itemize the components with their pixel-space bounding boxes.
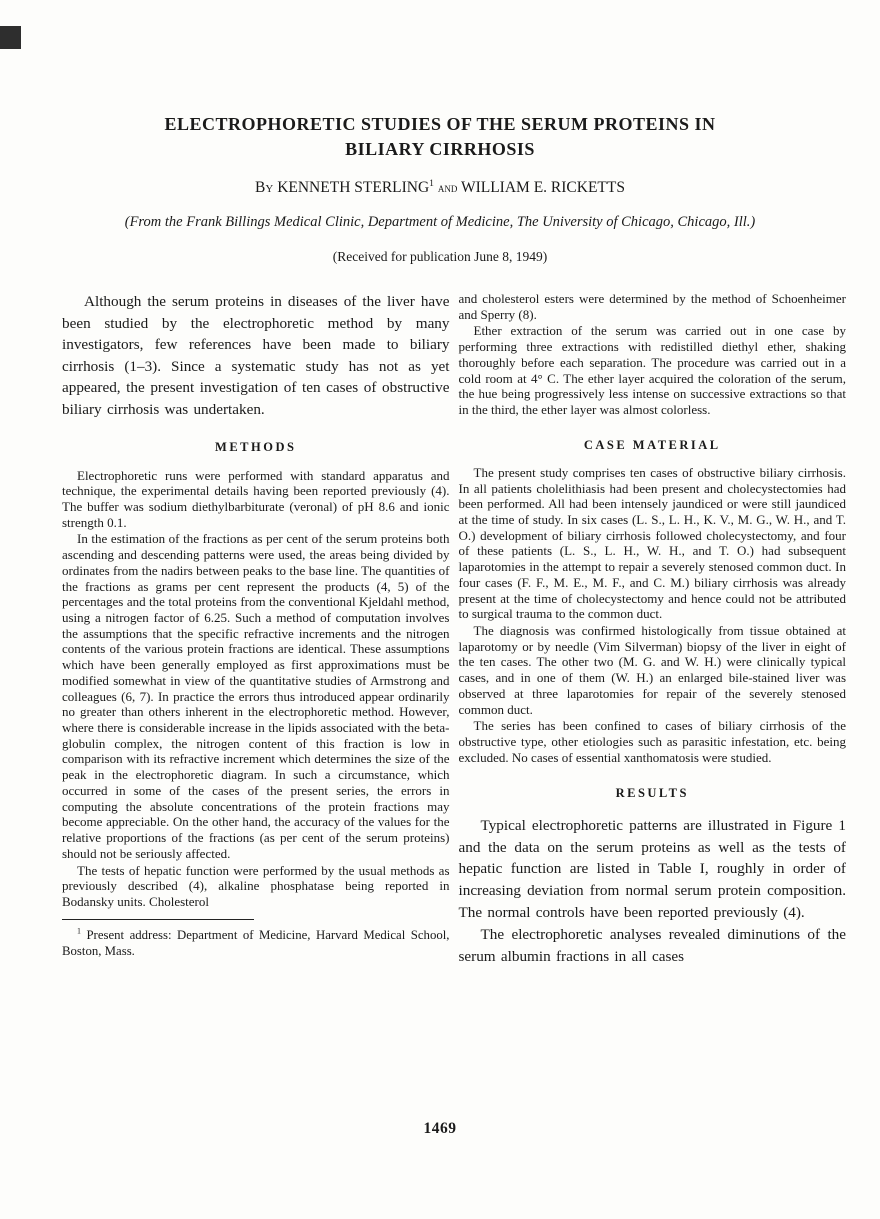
right-column — [459, 291, 847, 967]
methods-paragraph-1: Electrophoretic runs were performed with standard apparatus and technique, the experimental details having been reported previously (4). The buffer was sodium diethylbarbiturate (veronal) of pH 8.6 and ionic strength 0.1. — [62, 467, 450, 530]
results-paragraph-1: Typical electrophoretic patterns are illustrated in Figure 1 and the data on the serum proteins as well as the tests of hepatic function are listed in Table I, roughly in order of increasing deviation from normal serum protein composition. The normal controls have been reported previously (4). — [458, 817, 846, 921]
case-material-section — [459, 438, 847, 766]
scan-artifact-mark — [0, 26, 21, 49]
case-material-paragraph-3: The series has been confined to cases of biliary cirrhosis of the obstructive type, other etiologies such as parasitic infestation, etc. being excluded. No cases of essential xanthomatosis were studied. — [458, 718, 846, 765]
intro-paragraph: Although the serum proteins in diseases of the liver have been studied by the electrophoretic method by many investigators, few references have been made to biliary cirrhosis (1–3). Since a systematic study has not as yet appeared, the present investigation of ten cases of obstructive biliary cirrhosis was undertaken. — [62, 292, 450, 418]
author-1: KENNETH STERLING — [277, 178, 430, 196]
methods-section — [62, 440, 450, 909]
footnote-text — [62, 927, 450, 960]
footnote — [62, 927, 450, 960]
results-section — [459, 785, 847, 967]
methods-continuation — [459, 291, 847, 418]
left-column — [62, 291, 450, 967]
introduction-section — [62, 291, 450, 420]
continuation-paragraph-2: Ether extraction of the serum was carried out in one case by performing three extractions with redistilled diethyl ether, shaking thoroughly before each separation. The procedure was carried out in a cold room at 4° C. The ether layer acquired the coloration of the serum, the hue being progressively less intense on successive extractions so that in the third, the ether layer was almost colorless. — [458, 323, 846, 417]
two-column-body — [0, 265, 880, 967]
page-number: 1469 — [423, 1120, 457, 1137]
footnote-marker: 1 — [77, 926, 81, 936]
byline-and: and — [437, 179, 458, 195]
methods-paragraph-2: In the estimation of the fractions as per cent of the serum proteins both ascending and descending patterns were used, the areas being divided by ordinates from the nadirs between peaks to the base line. The quantities of the fractions as grams per cent represent the products (4, 5) of the percentages and the total proteins from the conventional Kjeldahl method, using a nitrogen factor of 6.25. Such a method of computation involves the assumptions that the specific refractive increments and the nitrogen contents of the various protein fractions are identical. These assumptions which have been generally employed as first approximations must be modified somewhat in view of the quantitative studies of Armstrong and colleagues (6, 7). In practice the errors thus introduced appear ordinarily no greater than others inherent in the electrophoretic method. However, where there is considerable increase in the lipids associated with the beta-globulin complex, the nitrogen content of this fraction is low in comparison with its refractive increment which determines the size of the peak in the electrophoretic diagram. In such a circumstance, which occurred in some of the cases of the present series, the errors in computing the absolute concentrations of the protein fractions may become appreciable. On the other hand, the accuracy of the values for the relative proportions of the fractions (as per cent of the serum proteins) should not be seriously affected. — [62, 531, 450, 861]
results-paragraph-2: The electrophoretic analyses revealed diminutions of the serum albumin fractions in all cases — [458, 926, 846, 965]
byline-by: By — [255, 178, 274, 196]
byline — [0, 179, 880, 197]
author-footnote-marker: 1 — [429, 177, 434, 189]
page-title: ELECTROPHORETIC STUDIES OF THE SERUM PROTEINS IN BILIARY CIRRHOSIS — [164, 114, 716, 159]
author-2: WILLIAM E. RICKETTS — [460, 178, 625, 196]
continuation-paragraph-1: and cholesterol esters were determined by the method of Schoenheimer and Sperry (8). — [458, 290, 846, 322]
methods-heading: METHODS — [215, 440, 297, 455]
case-material-paragraph-2: The diagnosis was confirmed histologically from tissue obtained at laparotomy or by needle (Vim Silverman) biopsy of the liver in eight of the ten cases. The other two (M. G. and W. H.) were clinically typical cases, and in one of them (W. H.) an enlarged bile-stained liver was observed at three laparotomies for repair of the severely stenosed common duct. — [458, 623, 846, 717]
affiliation: (From the Frank Billings Medical Clinic, Department of Medicine, The University of Chicago, Chicago, Ill.) — [124, 213, 756, 230]
methods-paragraph-3: The tests of hepatic function were performed by the usual methods as previously described (4), alkaline phosphatase being reported in Bodansky units. Cholesterol — [62, 862, 450, 909]
footnote-divider — [62, 919, 254, 920]
paper-header — [0, 0, 880, 265]
received-date-line: (Received for publication June 8, 1949) — [332, 248, 548, 264]
case-material-paragraph-1: The present study comprises ten cases of obstructive biliary cirrhosis. In all patients cholelithiasis had been present and cholecystectomies had been performed. All had been intensely jaundiced or were still jaundiced at the time of study. In six cases (L. S., L. H., K. V., M. G., W. H., and T. O.) development of biliary cirrhosis followed cholecystectomy, and four of these patients (L. S., L. H., W. H., and T. O.) had subsequent laparotomies in the attempt to repair a severely stenosed common duct. In four cases (F. F., M. E., M. F., and C. M.) biliary cirrhosis was already present at the time of cholecystectomy and hence could not be attributed to surgical trauma to the common duct. — [458, 464, 846, 622]
case-material-heading: CASE MATERIAL — [583, 437, 721, 452]
footnote-body: Present address: Department of Medicine, Harvard Medical School, Boston, Mass. — [62, 927, 450, 959]
results-heading: RESULTS — [615, 786, 689, 801]
